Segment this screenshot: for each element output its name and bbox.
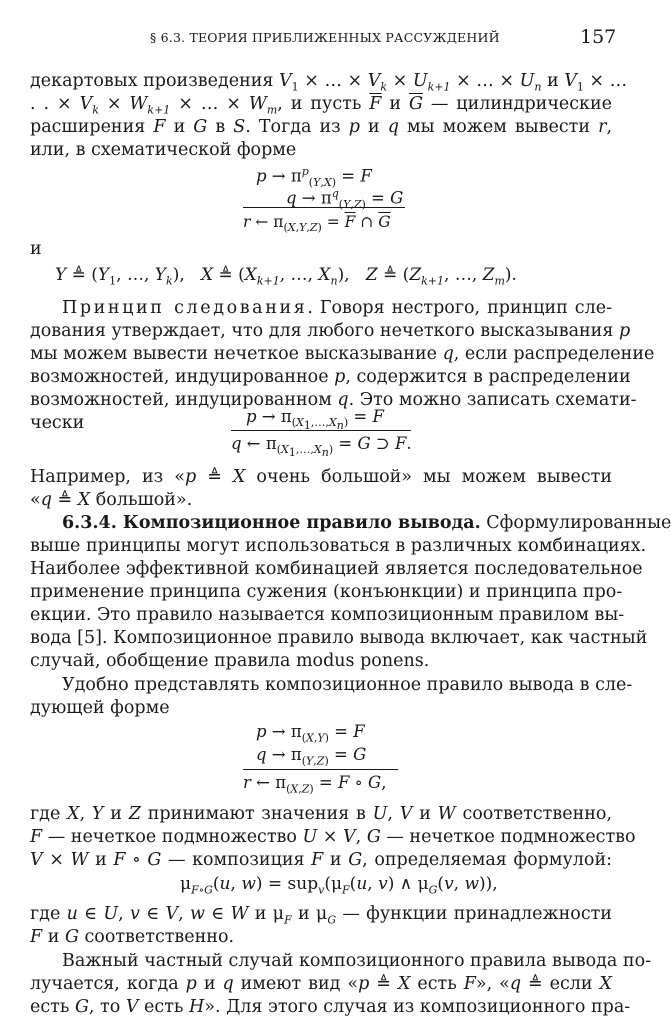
text-line-11: чески: [30, 413, 85, 433]
scheme1-line-1: $p \to \pi^p_{(Y,X)} = F$: [256, 165, 372, 189]
text-line-27: F и G соответственно.: [30, 927, 235, 947]
text-line-8: мы можем вывести нечеткое высказывание q, если распределение: [30, 344, 655, 364]
page-number: 157: [580, 26, 617, 48]
scheme3-line-3: r ← $\pi_{(X,Z)} = F$ ∘ G,: [243, 773, 387, 796]
text-line-21: Удобно представлять композиционное правило вывода в сле-: [62, 675, 633, 695]
text-line-13: «q ≜ X большой».: [30, 490, 193, 510]
scheme3-line-2: $q \to \pi_{(Y,Z)} = G$: [256, 745, 367, 768]
scheme1-line-2: $q \to \pi^q_{(Y,Z)} = G$: [286, 187, 404, 211]
text-line-22: дующей форме: [30, 698, 170, 718]
text-line-19: вода [5]. Композиционное правило вывода включает, как частный: [30, 628, 648, 648]
text-line-15: выше принципы могут использоваться в различных комбинациях.: [30, 536, 647, 556]
text-line-14: 6.3.4. Композиционное правило вывода. Сформулированные: [62, 513, 671, 533]
text-line-2: . . × $V_k \times W_{k+1}$ × … × $W_m$, и пусть $\overline{F}$ и $\overline{G}$ — цилиндрические: [30, 94, 612, 117]
text-line-29: лучается, когда p и q имеют вид «p ≜ X есть F», «q ≜ если X: [30, 974, 613, 994]
text-line-25: V × W и F ∘ G — композиция F и G, определяемая формулой:: [30, 850, 612, 870]
text-line-26: где u ∈ U, v ∈ V, w ∈ W и $\mu_F$ и $\mu_G$ — функции принадлежности: [30, 904, 612, 927]
running-header: § 6.3. ТЕОРИЯ ПРИБЛИЖЕННЫХ РАССУЖДЕНИЙ: [150, 30, 500, 45]
scheme2-rule: [231, 430, 411, 431]
text-line-23: где X, Y и Z принимают значения в U, V и W соответственно,: [30, 804, 613, 824]
text-line-20: случай, обобщение правила modus ponens.: [30, 651, 430, 671]
text-line-9: возможностей, индуцированное p, содержится в распределении: [30, 367, 631, 387]
text-line-5: и: [30, 239, 42, 259]
text-line-24: F — нечеткое подмножество U × V, G — нечеткое подмножество: [30, 827, 636, 847]
text-line-16: Наиболее эффективной комбинацией является последовательное: [30, 559, 643, 579]
scheme3-rule: [243, 769, 398, 770]
scheme2-line-2: q ← $\pi_{(X_1,\dots,X_n)} = G$ ⊃ F.: [231, 434, 412, 460]
definitions-line: Y ≜ ($Y_1$, …, $Y_k$), X ≜ ($X_{k+1}$, …, $X_n$), Z ≜ ($Z_{k+1}$, …, $Z_m$).: [55, 265, 517, 288]
text-line-30: есть G, то V есть H». Для этого случая из композиционного пра-: [30, 997, 631, 1017]
text-line-17: применение принципа сужения (конъюнкции) и принципа про-: [30, 582, 623, 602]
text-line-18: екции. Это правило называется композиционным правилом вы-: [30, 605, 625, 625]
scheme1-line-3: r ← $\pi_{(X,Y,Z)} = \overline{F}$ ∩ $\overline{G}$: [243, 213, 391, 235]
text-line-6: Принцип следования. Говоря нестрого, принцип сле-: [62, 298, 612, 318]
text-line-4: или, в схематической форме: [30, 140, 297, 160]
scheme3-line-1: $p \to \pi_{(X,Y)} = F$: [256, 722, 365, 745]
text-line-7: дования утверждает, что для любого нечеткого высказывания p: [30, 321, 631, 341]
text-line-1: декартовых произведения $V_1$ × … × $V_k \times U_{k+1}$ × … × $U_n$ и $V_1$ × …: [30, 71, 628, 94]
scheme2-line-1: $p \to \pi_{(X_1,\dots,X_n)} = F$: [246, 407, 384, 433]
text-line-12: Например, из «p ≜ X очень большой» мы можем вывести: [30, 467, 612, 487]
scheme1-rule: [243, 207, 405, 208]
text-line-3: расширения F и G в S. Тогда из p и q мы можем вывести r,: [30, 117, 613, 137]
text-line-10: возможностей, индуцированном q. Это можно записать схемати-: [30, 390, 637, 410]
text-line-28: Важный частный случай композиционного правила вывода по-: [62, 951, 652, 971]
composition-formula: $\mu_{F\circ G}(u$, $w) = sup_v(\mu_F(u$, v) ∧ $\mu_G(v$, w)),: [180, 874, 498, 897]
